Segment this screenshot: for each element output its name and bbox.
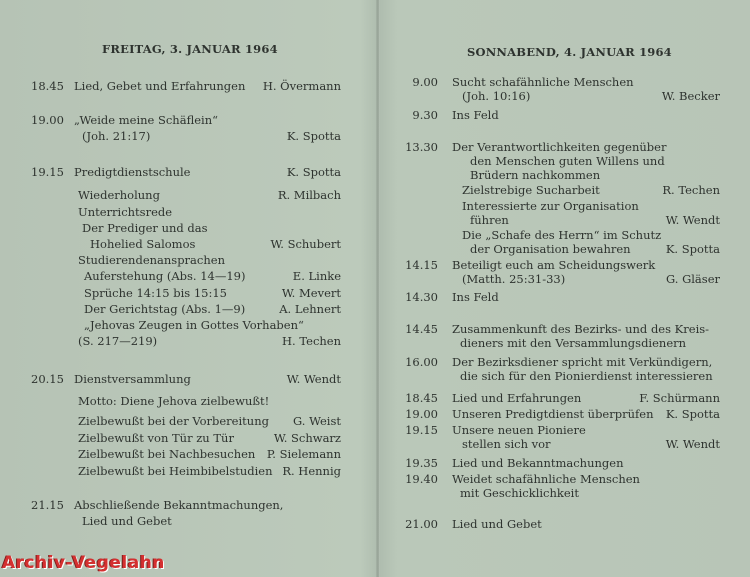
speaker-name: W. Mevert [281,286,341,300]
program-item: Der Verantwortlichkeiten gegenüber [452,140,667,154]
program-item: Studierendenansprachen [78,253,225,267]
program-item: Zielbewußt von Tür zu Tür [78,431,234,445]
program-item: (Joh. 21:17) [82,129,151,143]
program-item: Dienstversammlung [74,372,191,386]
program-item: „Weide meine Schäflein“ [74,113,219,127]
program-item: Der Gerichtstag (Abs. 1—9) [84,302,246,316]
speaker-name: K. Spotta [665,407,720,421]
time-label: 16.00 [405,355,438,369]
program-item: Die „Schafe des Herrn“ im Schutz [462,228,662,242]
program-item: führen [470,213,509,227]
program-item: „Jehovas Zeugen in Gottes Vorhaben“ [84,318,304,332]
speaker-name: P. Sielemann [266,447,341,461]
speaker-name: H. Techen [282,334,341,348]
program-item: den Menschen guten Willens und [470,154,665,168]
program-item: Lied und Gebet [452,517,542,531]
program-item: Sprüche 14:15 bis 15:15 [84,286,227,300]
program-item: Auferstehung (Abs. 14—19) [84,269,246,283]
program-item: Der Bezirksdiener spricht mit Verkündigern, [452,355,713,369]
program-item: dieners mit den Versammlungsdienern [460,336,687,350]
speaker-name: W. Wendt [665,213,720,227]
time-label: 21.15 [31,498,64,512]
speaker-name: G. Gläser [665,272,720,286]
speaker-name: R. Milbach [277,188,341,202]
program-item: Zielbewußt bei Heimbibelstudien [78,464,273,478]
program-item: Unseren Predigtdienst überprüfen [452,407,654,421]
program-item: Unsere neuen Pioniere [452,423,586,437]
program-item: Ins Feld [452,108,499,122]
program-item: der Organisation bewahren [470,242,631,256]
page-fold [376,0,380,577]
time-label: 14.30 [405,290,438,304]
time-label: 9.30 [412,108,438,122]
speaker-name: F. Schürmann [639,391,720,405]
program-item: Brüdern nachkommen [470,168,601,182]
speaker-name: H. Övermann [262,79,341,93]
time-label: 19.15 [405,423,438,437]
time-label: 9.00 [412,75,438,89]
program-item: Sucht schafähnliche Menschen [452,75,634,89]
program-item: Lied und Bekanntmachungen [452,456,624,470]
time-label: 18.45 [405,391,438,405]
program-item: Zielstrebige Sucharbeit [462,183,600,197]
program-item: Unterrichtsrede [78,205,173,219]
time-label: 18.45 [31,79,64,93]
program-item: Lied und Gebet [82,514,172,528]
time-label: 14.45 [405,322,438,336]
program-item: Lied, Gebet und Erfahrungen [74,79,246,93]
program-item: (S. 217—219) [78,334,158,348]
speaker-name: W. Wendt [665,437,720,451]
speaker-name: W. Schubert [270,237,341,251]
program-item: die sich für den Pionierdienst interessieren [460,369,713,383]
speaker-name: R. Techen [662,183,720,197]
speaker-name: K. Spotta [665,242,720,256]
time-label: 19.40 [405,472,438,486]
program-item: Lied und Erfahrungen [452,391,582,405]
program-item: (Joh. 10:16) [462,89,531,103]
time-label: 19.35 [405,456,438,470]
left-heading: FREITAG, 3. JANUAR 1964 [102,42,278,56]
time-label: 20.15 [31,372,64,386]
program-item: Hohelied Salomos [90,237,196,251]
program-item: Beteiligt euch am Scheidungswerk [452,258,656,272]
program-item: Interessierte zur Organisation [462,199,639,213]
time-label: 19.15 [31,165,64,179]
time-label: 13.30 [405,140,438,154]
time-label: 21.00 [405,517,438,531]
speaker-name: K. Spotta [286,129,341,143]
program-item: Weidet schafähnliche Menschen [452,472,640,486]
speaker-name: W. Wendt [286,372,341,386]
speaker-name: R. Hennig [282,464,341,478]
right-heading: SONNABEND, 4. JANUAR 1964 [467,45,672,59]
program-item: Zusammenkunft des Bezirks- und des Kreis- [452,322,710,336]
speaker-name: W. Schwarz [273,431,341,445]
program-item: mit Geschicklichkeit [460,486,579,500]
program-item: Motto: Diene Jehova zielbewußt! [78,394,270,408]
speaker-name: G. Weist [293,414,341,428]
speaker-name: A. Lehnert [279,302,341,316]
program-item: Ins Feld [452,290,499,304]
program-item: Abschließende Bekanntmachungen, [74,498,284,512]
program-item: (Matth. 25:31-33) [462,272,566,286]
program-item: Zielbewußt bei Nachbesuchen [78,447,256,461]
time-label: 19.00 [31,113,64,127]
program-item: Wiederholung [78,188,160,202]
speaker-name: W. Becker [661,89,720,103]
speaker-name: K. Spotta [286,165,341,179]
time-label: 14.15 [405,258,438,272]
speaker-name: E. Linke [292,269,341,283]
time-label: 19.00 [405,407,438,421]
program-item: Der Prediger und das [82,221,208,235]
program-item: stellen sich vor [462,437,551,451]
program-item: Zielbewußt bei der Vorbereitung [78,414,269,428]
watermark: Archiv-Vegelahn [2,553,165,573]
program-item: Predigtdienstschule [74,165,191,179]
